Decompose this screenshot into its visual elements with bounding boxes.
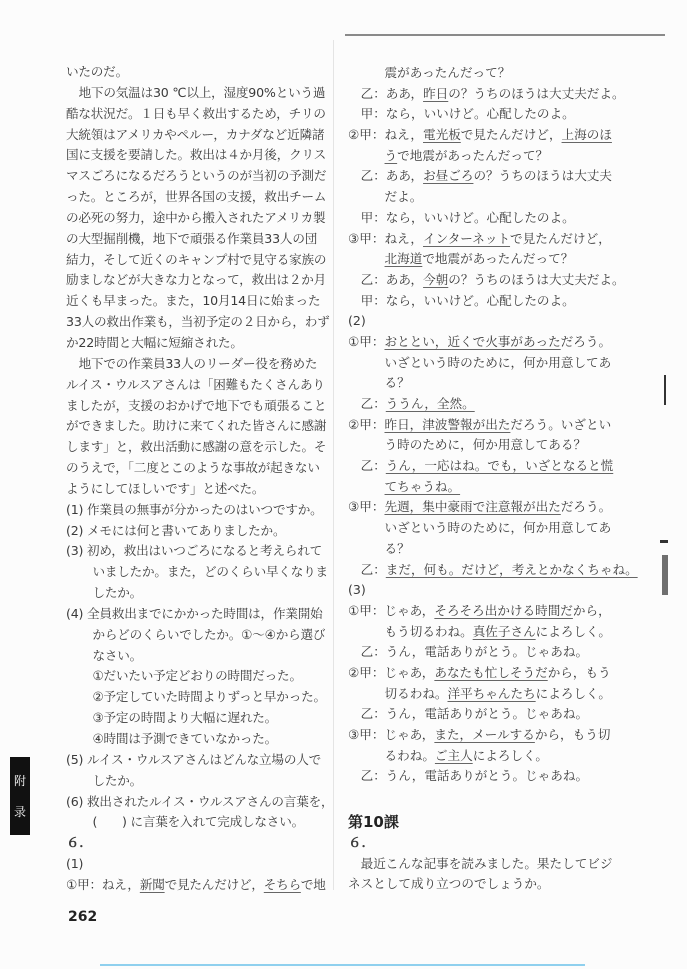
text-segment: る？: [384, 540, 410, 556]
text-segment: 乙：ああ，: [360, 168, 424, 184]
text-segment: ②予定していた時間よりずっと早かった。: [92, 689, 326, 705]
text-segment: (2): [348, 313, 366, 329]
text-line: [66, 375, 328, 396]
text-line: [348, 208, 610, 229]
text-line: [348, 477, 610, 498]
text-line: [66, 229, 328, 250]
text-line: [348, 622, 610, 643]
text-segment: によろしく。: [535, 685, 611, 701]
text-segment: なさい。: [92, 647, 143, 663]
underlined-phrase: 先週，集中豪雨で注意報が出た: [384, 499, 561, 515]
text-line: [66, 792, 334, 813]
text-segment: だろう。: [560, 499, 612, 515]
text-segment: だろう。: [560, 333, 612, 349]
text-line: [66, 771, 328, 792]
text-line: [66, 166, 328, 187]
text-segment: 乙：: [360, 458, 386, 474]
underlined-phrase: ご主人: [434, 747, 473, 763]
text-line: [348, 373, 610, 394]
text-line: [66, 396, 328, 417]
text-line: [348, 580, 610, 601]
text-segment: いたのだ。: [66, 64, 128, 79]
text-segment: いましたか。また，どのくらい早くなりま: [92, 564, 328, 580]
page-number: 262: [68, 909, 98, 925]
text-segment: ６．: [66, 835, 93, 852]
text-segment: ③甲：: [348, 499, 385, 515]
lesson-section: [348, 811, 613, 895]
text-segment: るわね。: [384, 747, 435, 763]
text-segment: (2) メモには何と書いてありましたか。: [66, 522, 286, 538]
text-segment: のうえで，「二度とこのような事故が起きない: [66, 460, 320, 476]
text-segment: (1) 作業員の無事が分かったのはいつですか。: [66, 501, 323, 517]
text-segment: いざという時のために，何か用意してあ: [384, 354, 612, 370]
underlined-phrase: おととい，近くで火事があった: [384, 333, 561, 349]
text-line: [348, 332, 610, 353]
text-segment: った。ところが，世界各国の支援，救出チーム: [66, 189, 327, 205]
text-line: [66, 250, 328, 271]
underlined-phrase: うん，一応はね。でも，いざとなると慌: [385, 458, 614, 474]
underlined-phrase: 昨日: [423, 85, 449, 101]
text-line: [66, 145, 328, 166]
text-segment: 酷な状況だ。１日も早く救出するため，チリの: [66, 105, 326, 121]
text-line: [348, 663, 610, 684]
scan-artifact: [664, 375, 666, 405]
text-line: [66, 333, 328, 354]
text-segment: ( ) に言葉を入れて完成しなさい。: [92, 814, 304, 830]
text-line: [348, 353, 610, 374]
text-line: [66, 83, 328, 104]
text-line: [66, 500, 328, 521]
text-segment: 地下での作業員33人のリーダー役を務めた: [78, 355, 318, 371]
text-line: [348, 539, 610, 560]
text-line: [66, 270, 328, 291]
dialogue-lines: [348, 63, 638, 787]
text-segment: で地震があったんだって？: [422, 251, 574, 267]
text-line: [348, 415, 610, 436]
underlined-phrase: 北海道: [384, 251, 423, 267]
text-line: [66, 125, 328, 146]
underlined-phrase: 電光板: [423, 127, 461, 143]
text-line: [348, 84, 625, 105]
text-line: [66, 479, 328, 500]
text-segment: か22時間と大幅に短縮された。: [66, 334, 243, 350]
text-line: ネスとして成り立つのでしょうか。: [348, 876, 550, 892]
text-segment: 震があったんだって？: [384, 65, 511, 80]
text-segment: から，もう: [547, 664, 611, 680]
text-segment: 近くも早まった。また，10月14日に始まった: [66, 293, 321, 309]
text-segment: 国に支援を要請した。救出は４か月後，クリス: [66, 147, 327, 163]
text-segment: ルイス・ウルスアさんは「困難もたくさんあり: [66, 376, 325, 392]
text-line: [66, 562, 328, 583]
text-segment: もう切るわね。: [384, 623, 473, 639]
text-line: [348, 166, 610, 187]
text-segment: マスごろになるだろうというのが当初の予測だ: [66, 168, 327, 184]
underlined-phrase: 真佐子さん: [472, 623, 536, 639]
text-line: [66, 437, 328, 458]
text-line: [348, 104, 610, 125]
underlined-phrase: 上海のほ: [561, 127, 612, 143]
underlined-phrase: お昼ごろ: [423, 168, 474, 184]
text-segment: で見たんだけど，: [460, 127, 562, 143]
text-line: [348, 394, 610, 415]
text-line: [66, 750, 328, 771]
lesson-title: 第10課: [348, 813, 399, 832]
text-segment: 乙：うん，電話ありがとう。じゃあね。: [360, 706, 589, 722]
text-line: [66, 521, 328, 542]
text-segment: の必死の努力，途中から搬入されたアメリカ製: [66, 209, 326, 225]
text-segment: ①だいたい予定どおりの時間だった。: [92, 668, 302, 684]
text-line: [66, 833, 328, 854]
underlined-phrase: あなたも忙しそうだ: [434, 664, 548, 680]
text-segment: 地下の気温は30 ℃以上，湿度90%という過: [78, 84, 326, 100]
text-line: [66, 687, 328, 708]
text-line: [348, 642, 610, 663]
underlined-phrase: そちら: [263, 876, 301, 892]
text-segment: 乙：ああ，: [360, 271, 424, 287]
text-line: [66, 812, 328, 833]
text-line: [348, 270, 625, 291]
text-segment: ②甲：: [348, 416, 385, 432]
text-line: [66, 291, 328, 312]
text-segment: から，: [572, 602, 611, 618]
text-segment: によろしく。: [535, 623, 611, 639]
text-segment: の？うちのほうは大丈夫だよ。: [448, 85, 625, 101]
text-line: [66, 708, 328, 729]
text-line: [348, 187, 610, 208]
left-column: [66, 62, 334, 896]
text-segment: したか。: [92, 585, 143, 601]
text-line: [348, 518, 610, 539]
text-segment: で地震があったんだって？: [397, 147, 549, 163]
text-segment: からどのくらいでしたか。①～④から選び: [92, 626, 326, 642]
text-line: [66, 666, 328, 687]
text-line: [348, 456, 614, 477]
underlined-phrase: 洋平ちゃんたち: [447, 685, 536, 701]
text-segment: 33人の救出作業も，当初予定の２日から，わず: [66, 314, 330, 330]
text-segment: 甲：なら，いいけど。心配したのよ。: [360, 106, 575, 122]
underlined-phrase: そろそろ出かける時間だ: [434, 602, 573, 618]
underlined-phrase: ううん，全然。: [385, 396, 475, 411]
header-rule: [345, 34, 665, 36]
underlined-phrase: 昨日，津波警報が出た: [384, 416, 511, 432]
text-line: [66, 625, 328, 646]
underlined-phrase: 新聞: [139, 876, 165, 892]
text-segment: 乙：: [360, 396, 386, 411]
text-line: [66, 62, 328, 83]
text-line: [348, 435, 610, 456]
side-tab-char: 录: [13, 805, 26, 819]
text-line: [66, 854, 328, 875]
text-line: [348, 125, 610, 146]
text-segment: によろしく。: [472, 747, 548, 763]
footer-rule: [100, 964, 585, 966]
text-segment: 乙：うん，電話ありがとう。じゃあね。: [360, 644, 589, 660]
text-segment: 乙：ああ，: [360, 85, 424, 101]
text-line: [66, 875, 328, 896]
underlined-phrase: また，メールする: [434, 727, 535, 742]
text-segment: る？: [384, 375, 410, 391]
section-number: ６．: [348, 835, 375, 852]
text-line: [66, 604, 328, 625]
text-segment: ②甲：じゃあ，: [348, 664, 435, 680]
underlined-phrase: まだ，何も。だけど，考えとかなくちゃね。: [385, 561, 638, 577]
text-segment: で見たんだけど，: [164, 876, 264, 892]
underlined-phrase: インターネット: [423, 230, 511, 246]
column-divider: [333, 40, 334, 890]
text-segment: 励ましなどが大きな力となって，救出は２か月: [66, 272, 327, 288]
text-line: [348, 746, 610, 767]
text-segment: の？うちのほうは大丈夫: [473, 168, 612, 184]
text-segment: の？うちのほうは大丈夫だよ。: [448, 271, 625, 287]
text-segment: します」と，救出活動に感謝の意を示した。そ: [66, 439, 327, 455]
text-line: [348, 146, 610, 167]
text-segment: ③予定の時間より大幅に遅れた。: [92, 710, 278, 726]
text-segment: (3): [348, 582, 366, 598]
text-segment: で地: [300, 876, 326, 892]
text-segment: ができました。助けに来てくれた皆さんに感謝: [66, 418, 327, 434]
appendix-side-tab: [10, 757, 30, 835]
text-line: [348, 684, 610, 705]
text-line: [66, 541, 328, 562]
text-segment: で見たんだけど，: [510, 230, 611, 246]
text-segment: (5) ルイス・ウルスアさんはどんな立場の人で: [66, 751, 322, 767]
text-line: [348, 311, 610, 332]
text-line: [348, 249, 610, 270]
text-line: [348, 63, 610, 84]
text-line: 最近こんな記事を読みました。果たしてビジ: [360, 855, 613, 871]
right-column: [348, 63, 638, 895]
text-line: [66, 583, 328, 604]
underlined-phrase: 今朝: [423, 271, 449, 287]
text-line: [66, 354, 328, 375]
text-line: [66, 416, 328, 437]
scan-artifact: [660, 540, 668, 543]
text-line: [348, 601, 610, 622]
text-line: [348, 725, 610, 746]
text-segment: から，もう切: [534, 727, 611, 742]
text-line: [348, 497, 610, 518]
text-segment: (1): [66, 856, 84, 872]
text-segment: (6) 救出されたルイス・ウルスアさんの言葉を，: [66, 793, 334, 809]
text-line: [348, 704, 610, 725]
text-line: [348, 560, 638, 581]
text-segment: う時のために，何か用意してある？: [384, 437, 587, 453]
text-segment: ①甲：じゃあ，: [348, 602, 435, 618]
text-segment: ③甲：じゃあ，: [348, 727, 435, 742]
text-line: [66, 458, 328, 479]
text-segment: ④時間は予測できていなかった。: [92, 731, 278, 746]
text-line: [66, 312, 328, 333]
text-segment: ①甲：ねえ，: [66, 876, 140, 892]
underlined-phrase: う: [384, 147, 398, 163]
text-line: [66, 729, 328, 750]
underlined-phrase: てちゃうね。: [384, 478, 461, 494]
text-line: [66, 104, 328, 125]
text-segment: 結力，そして近くのキャンプ村で見守る家族の: [66, 251, 327, 267]
text-segment: いざという時のために，何か用意してあ: [384, 520, 612, 536]
text-segment: だよ。: [384, 189, 423, 205]
text-segment: ようにしてほしいです」と述べた。: [66, 480, 265, 496]
side-tab-char: 附: [13, 774, 26, 788]
text-line: [66, 187, 328, 208]
text-segment: (4) 全員救出までにかかった時間は，作業開始: [66, 605, 323, 621]
scan-artifact: [662, 555, 668, 595]
text-line: [66, 646, 328, 667]
text-segment: ③甲：ねえ，: [348, 230, 424, 246]
text-segment: ②甲：ねえ，: [348, 127, 424, 143]
text-segment: 甲：なら，いいけど。心配したのよ。: [360, 292, 575, 308]
text-line: [66, 208, 328, 229]
text-segment: (3) 初め，救出はいつごろになると考えられて: [66, 543, 323, 559]
text-segment: 乙：うん，電話ありがとう。じゃあね。: [360, 768, 589, 784]
text-segment: 大統領はアメリカやペルー，カナダなど近隣諸: [66, 126, 325, 142]
text-segment: だろう。いざとい: [510, 416, 612, 432]
text-segment: したか。: [92, 772, 143, 788]
text-segment: ①甲：: [348, 333, 385, 349]
text-segment: 甲：なら，いいけど。心配したのよ。: [360, 209, 575, 225]
text-segment: の大型掘削機，地下で頑張る作業員33人の団: [66, 230, 318, 246]
text-line: [348, 766, 610, 787]
text-segment: 乙：: [360, 561, 386, 577]
text-segment: ましたが，支援のおかげで地下でも頑張ること: [66, 397, 327, 413]
text-line: [348, 291, 610, 312]
text-segment: 切るわね。: [384, 685, 448, 701]
text-line: [348, 229, 610, 250]
